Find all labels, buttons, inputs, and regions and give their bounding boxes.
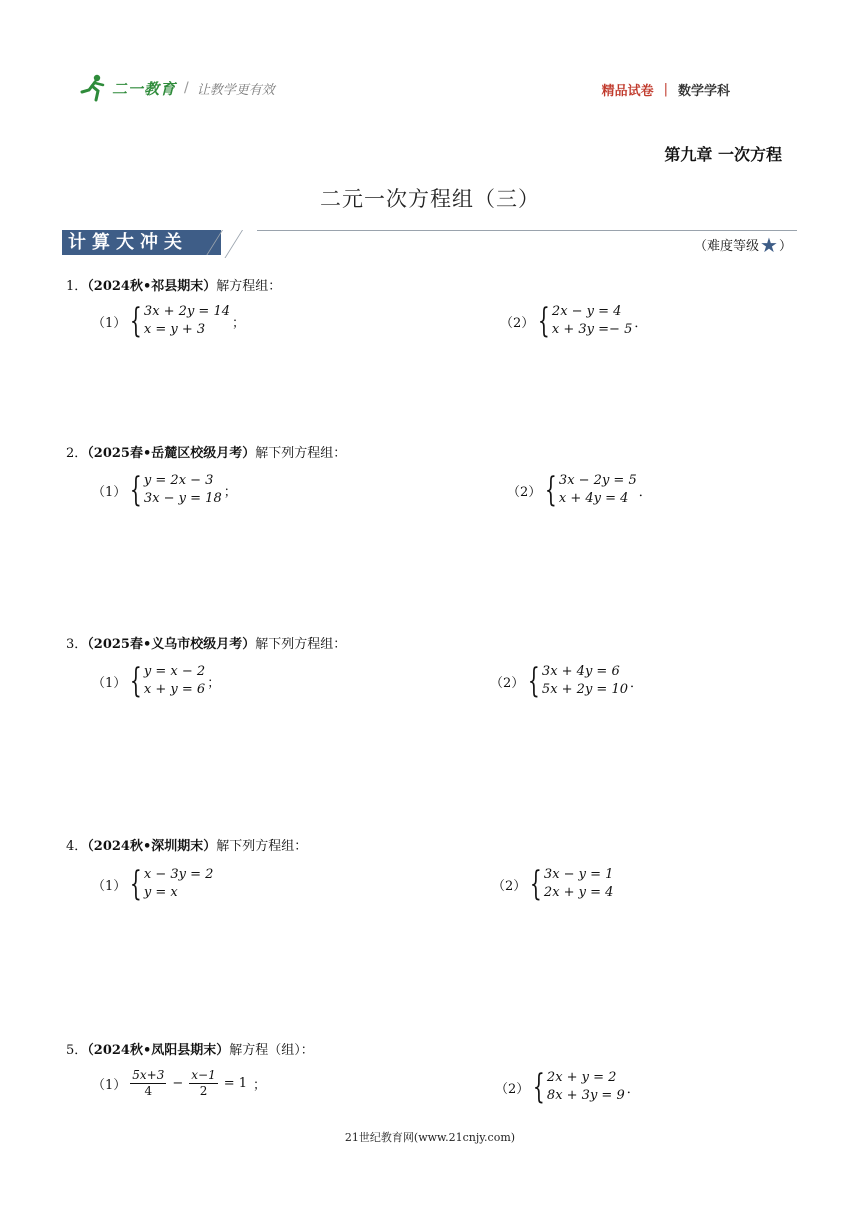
problem-heading — [66, 442, 346, 461]
sub-question — [92, 472, 237, 508]
punctuation: ． — [626, 1081, 640, 1097]
left-brace: { — [130, 301, 143, 341]
page-title: 二元一次方程组（三） — [320, 187, 540, 211]
problem-source: （2025春•义乌市校级月考） — [87, 637, 256, 652]
problem-prompt: 解下列方程组： — [216, 839, 308, 854]
difficulty-rating — [694, 232, 792, 257]
left-brace: { — [538, 301, 551, 341]
sub-index: （1） — [92, 878, 127, 894]
problem-number: 5． — [66, 1043, 88, 1058]
equation-system — [128, 663, 205, 699]
difficulty-close: ） — [778, 239, 792, 254]
equation: 8x + 3y = 9 — [546, 1088, 625, 1103]
star-icon: ★ — [760, 232, 778, 257]
sub-question — [92, 663, 220, 699]
sub-question — [507, 472, 652, 508]
sub-index: （2） — [492, 878, 527, 894]
equation-system — [531, 1069, 624, 1105]
brand-slogan: 让教学更有效 — [196, 82, 275, 98]
equation: y = x — [143, 885, 178, 900]
equation-system — [526, 663, 628, 699]
section-banner — [62, 230, 797, 256]
punctuation: ． — [634, 315, 648, 331]
denominator: 4 — [144, 1084, 153, 1098]
equation-system — [128, 303, 230, 339]
equation: 3x + 2y = 14 — [143, 304, 230, 319]
equation-system — [543, 472, 636, 508]
sub-question — [500, 303, 647, 339]
fraction — [189, 1068, 217, 1099]
problem-number: 4． — [66, 839, 88, 854]
equation: 2x − y = 4 — [551, 304, 622, 319]
chapter-title: 第九章 一次方程 — [664, 145, 782, 164]
sub-question — [492, 866, 615, 902]
numerator: x−1 — [191, 1068, 216, 1082]
fraction — [130, 1068, 166, 1099]
minus-sign: − — [172, 1076, 184, 1091]
difficulty-label: （难度等级 — [694, 239, 760, 254]
runner-icon — [78, 73, 108, 103]
sub-index: （1） — [92, 484, 127, 500]
header-right — [602, 80, 730, 99]
paper-tag: 精品试卷 — [601, 84, 654, 99]
left-brace: { — [533, 1067, 546, 1107]
left-brace: { — [130, 864, 143, 904]
equation-system — [128, 472, 221, 508]
problem-heading — [66, 275, 281, 294]
left-brace: { — [130, 470, 143, 510]
left-brace: { — [130, 661, 143, 701]
equation: x = y + 3 — [143, 322, 206, 337]
punctuation: ． — [630, 675, 644, 691]
equation: 3x + 4y = 6 — [541, 664, 620, 679]
sub-index: （2） — [500, 315, 535, 331]
problem-heading — [66, 835, 307, 854]
sub-index: （2） — [495, 1081, 530, 1097]
problem-prompt: 解下列方程组： — [255, 637, 347, 652]
problem-source: （2024秋•祁县期末） — [87, 279, 217, 294]
brand-logo — [78, 72, 275, 104]
brand-name: 二一教育 — [112, 79, 177, 98]
equation: x + 4y = 4 — [558, 491, 629, 506]
equation: x + y = 6 — [143, 682, 206, 697]
equation: x + 3y =− 5 — [551, 322, 633, 337]
page-footer: 21世纪教育网(www.21cnjy.com) — [344, 1131, 516, 1144]
problem-prompt: 解方程（组）： — [229, 1043, 314, 1058]
equation-system — [528, 866, 613, 902]
sub-index: （1） — [92, 1078, 127, 1093]
banner-rule — [257, 230, 797, 231]
equation: y = 2x − 3 — [143, 473, 214, 488]
sub-question — [92, 1068, 266, 1099]
sub-index: （1） — [92, 675, 127, 691]
punctuation: ； — [232, 315, 246, 331]
slogan-separator: / — [184, 80, 189, 96]
sub-question — [92, 303, 245, 339]
numerator: 5x+3 — [132, 1068, 165, 1082]
equation-system — [128, 866, 213, 902]
problem-number: 3． — [66, 637, 88, 652]
equation: 2x + y = 4 — [543, 885, 614, 900]
equation: 2x + y = 2 — [546, 1070, 617, 1085]
equation: y = x − 2 — [143, 664, 206, 679]
sub-index: （2） — [507, 484, 542, 500]
equation: 3x − 2y = 5 — [558, 473, 637, 488]
problem-number: 2． — [66, 446, 88, 461]
equation: 5x + 2y = 10 — [541, 682, 628, 697]
left-brace: { — [530, 864, 543, 904]
equation-system — [536, 303, 632, 339]
sub-index: （1） — [92, 315, 127, 331]
problem-source: （2025春•岳麓区校级月考） — [87, 446, 256, 461]
header-divider: | — [663, 82, 668, 97]
banner-divider — [225, 230, 243, 258]
problem-source: （2024秋•凤阳县期末） — [87, 1043, 230, 1058]
left-brace: { — [545, 470, 558, 510]
equation: 3x − y = 1 — [543, 867, 614, 882]
sub-index: （2） — [490, 675, 525, 691]
left-brace: { — [528, 661, 541, 701]
punctuation: ； — [207, 675, 221, 691]
problem-heading — [66, 1039, 314, 1058]
punctuation: ； — [223, 484, 237, 500]
banner-label: 计算大冲关 — [62, 230, 221, 255]
problem-source: （2024秋•深圳期末） — [87, 839, 217, 854]
problem-prompt: 解下列方程组： — [255, 446, 347, 461]
sub-question — [495, 1069, 640, 1105]
sub-question — [92, 866, 215, 902]
problem-heading — [66, 633, 346, 652]
subject-label: 数学学科 — [677, 84, 730, 99]
punctuation: ． — [638, 484, 652, 500]
problem-number: 1． — [66, 279, 88, 294]
equation: 3x − y = 18 — [143, 491, 222, 506]
right-hand-side: = 1 — [223, 1076, 248, 1091]
denominator: 2 — [199, 1084, 208, 1098]
equation: x − 3y = 2 — [143, 867, 214, 882]
punctuation: ； — [253, 1078, 267, 1093]
sub-question — [490, 663, 643, 699]
fraction-equation — [128, 1068, 251, 1099]
problem-prompt: 解方程组： — [216, 279, 282, 294]
